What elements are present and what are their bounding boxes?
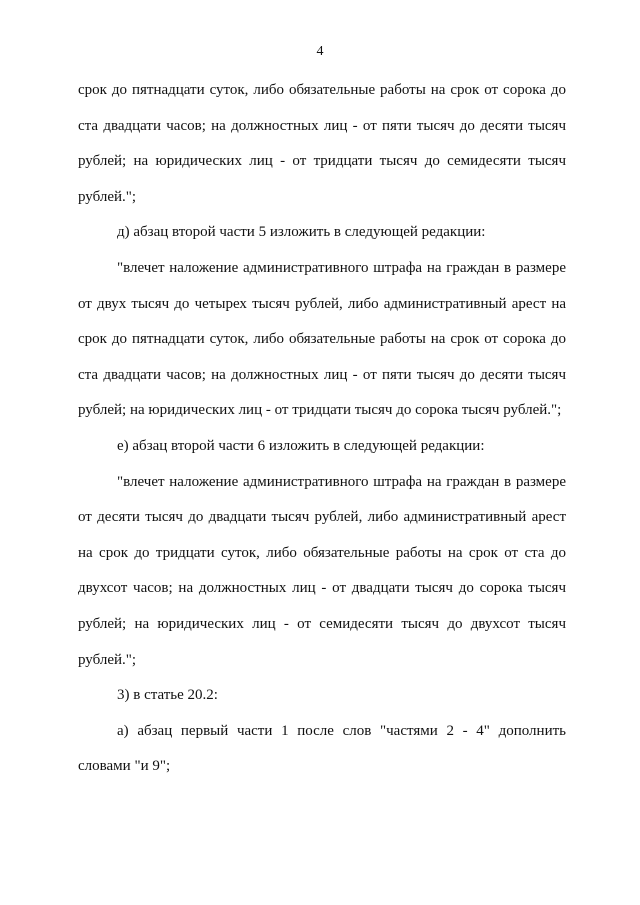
document-body (78, 73, 566, 785)
text-line: рублей."; (78, 188, 137, 205)
text-line: а) абзац первый части 1 после слов "частями 2 - 4" дополнить (117, 722, 566, 739)
text-line: на срок до тридцати суток, либо обязательные работы на срок от ста до (78, 544, 566, 561)
text-line: рублей."; (78, 651, 137, 668)
text-line: "влечет наложение административного штрафа на граждан в размере (117, 473, 566, 490)
text-line: рублей; на юридических лиц - от тридцати тысяч до сорока тысяч рублей."; (78, 402, 562, 419)
text-line: срок до пятнадцати суток, либо обязательные работы на срок от сорока до (78, 82, 566, 98)
text-line: рублей; на юридических лиц - от семидесяти тысяч до двухсот тысяч (78, 615, 566, 632)
text-line: двухсот часов; на должностных лиц - от двадцати тысяч до сорока тысяч (78, 580, 566, 597)
text-line: от двух тысяч до четырех тысяч рублей, либо административный арест на (78, 295, 566, 312)
page-number: 4 (316, 44, 324, 59)
text-line: ста двадцати часов; на должностных лиц - от пяти тысяч до десяти тысяч (78, 117, 566, 134)
text-line: словами "и 9"; (78, 758, 171, 775)
text-line: "влечет наложение административного штрафа на граждан в размере (117, 259, 566, 276)
paragraph-heading: е) абзац второй части 6 изложить в следующей редакции: (117, 437, 485, 454)
text-line: срок до пятнадцати суток, либо обязательные работы на срок от сорока до (78, 331, 566, 348)
text-line: рублей; на юридических лиц - от тридцати тысяч до семидесяти тысяч (78, 153, 566, 170)
paragraph-heading: 3) в статье 20.2: (117, 687, 218, 704)
text-line: ста двадцати часов; на должностных лиц - от пяти тысяч до десяти тысяч (78, 366, 566, 383)
paragraph-heading: д) абзац второй части 5 изложить в следующей редакции: (117, 224, 486, 241)
text-line: от десяти тысяч до двадцати тысяч рублей, либо административный арест (78, 509, 566, 526)
